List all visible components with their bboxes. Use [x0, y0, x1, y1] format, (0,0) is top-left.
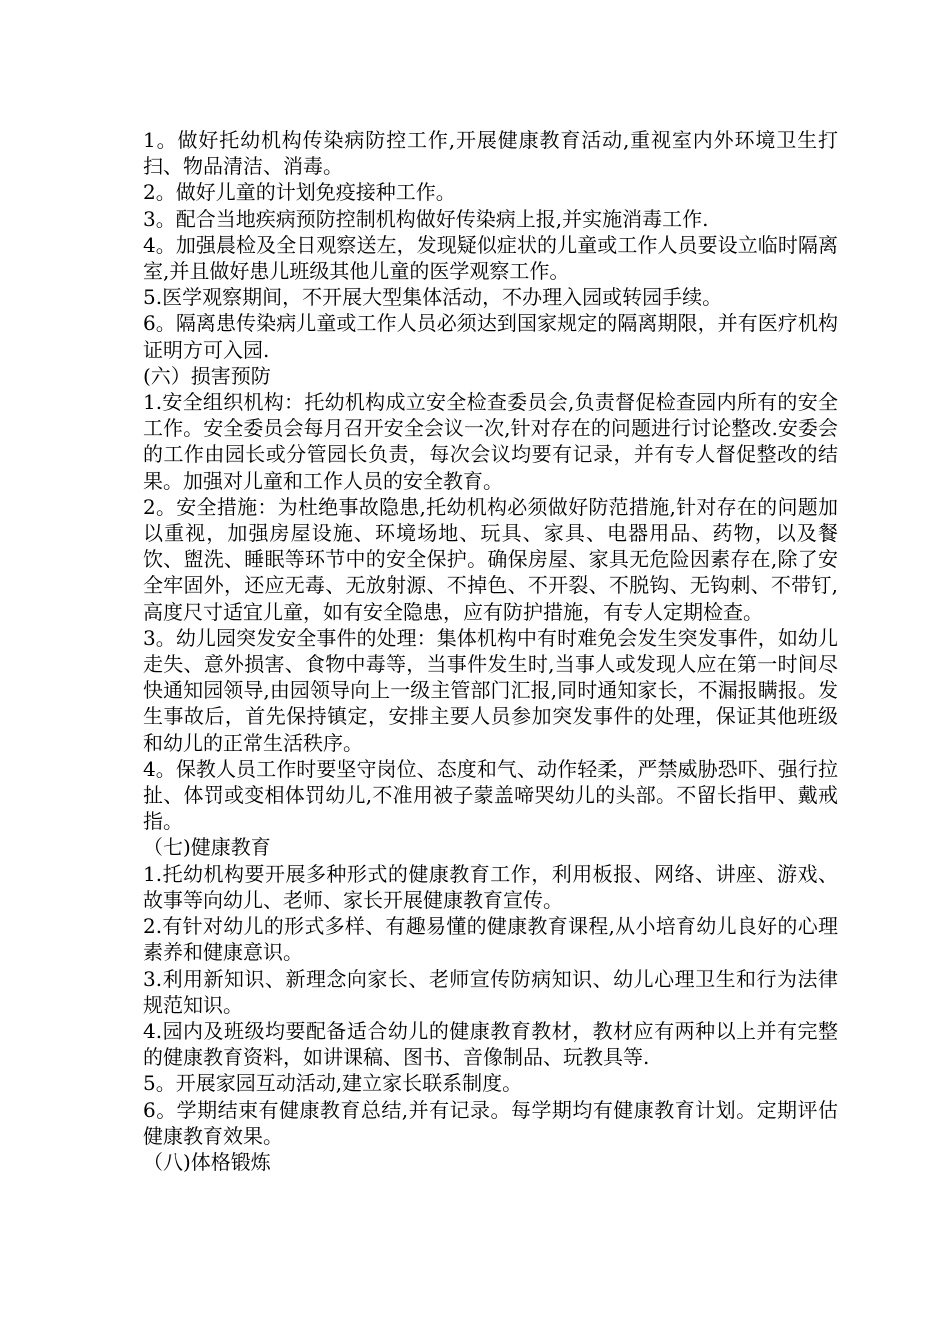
paragraph-16: 6。学期结束有健康教育总结,并有记录。每学期均有健康教育计划。定期评估健康教育效果。 [143, 1097, 838, 1148]
paragraph-1: 1。做好托幼机构传染病防控工作,开展健康教育活动,重视室内外环境卫生打扫、物品清洁、消毒。 [143, 128, 838, 179]
paragraph-4: 4。加强晨检及全日观察送左，发现疑似症状的儿童或工作人员要设立临时隔离室,并且做好患儿班级其他儿童的医学观察工作。 [143, 232, 838, 284]
paragraph-10: 4。保教人员工作时要坚守岗位、态度和气、动作轻柔，严禁威胁恐吓、强行拉扯、体罚或变相体罚幼儿,不准用被子蒙盖啼哭幼儿的头部。不留长指甲、戴戒指。 [143, 756, 838, 834]
paragraph-8: 2。安全措施：为杜绝事故隐患,托幼机构必须做好防范措施,针对存在的问题加以重视，加强房屋设施、环境场地、玩具、家具、电器用品、药物，以及餐饮、盥洗、睡眠等环节中的安全保护。确保房屋、家具无危险因素存在,除了安全牢固外，还应无毒、无放射源、不掉色、不开裂、不脱钩、无钩刺、不带钉,高度尺寸适宜儿童，如有安全隐患，应有防护措施，有专人定期检查。 [143, 494, 838, 624]
paragraph-14: 4.园内及班级均要配备适合幼儿的健康教育教材，教材应有两种以上并有完整的健康教育资料，如讲课稿、图书、音像制品、玩教具等. [143, 1018, 838, 1070]
paragraph-2: 2。做好儿童的计划免疫接种工作。 [143, 180, 456, 205]
paragraph-7: 1.安全组织机构：托幼机构成立安全检查委员会,负责督促检查园内所有的安全工作。安全委员会每月召开安全会议一次,针对存在的问题进行讨论整改.安委会的工作由园长或分管园长负责，每次会议均要有记录，并有专人督促整改的结果。加强对儿童和工作人员的安全教育。 [143, 390, 838, 493]
paragraph-9: 3。幼儿园突发安全事件的处理：集体机构中有时难免会发生突发事件，如幼儿走失、意外损害、食物中毒等，当事件发生时,当事人或发现人应在第一时间尽快通知园领导,由园领导向上一级主管部门汇报,同时通知家长，不漏报瞒报。发生事故后，首先保持镇定，安排主要人员参加突发事件的处理，保证其他班级和幼儿的正常生活秩序。 [143, 625, 838, 755]
section-heading-7: （七)健康教育 [143, 835, 271, 860]
paragraph-13: 3.利用新知识、新理念向家长、老师宣传防病知识、幼儿心理卫生和行为法律规范知识。 [143, 966, 838, 1017]
paragraph-12: 2.有针对幼儿的形式多样、有趣易懂的健康教育课程,从小培育幼儿良好的心理素养和健康意识。 [143, 914, 838, 965]
paragraph-6: 6。隔离患传染病儿童或工作人员必须达到国家规定的隔离期限，并有医疗机构证明方可入园. [143, 311, 838, 362]
paragraph-5: 5.医学观察期间，不开展大型集体活动，不办理入园或转园手续。 [143, 285, 723, 310]
paragraph-3: 3。配合当地疾病预防控制机构做好传染病上报,并实施消毒工作. [143, 206, 709, 231]
paragraph-11: 1.托幼机构要开展多种形式的健康教育工作，利用板报、网络、讲座、游戏、故事等向幼儿、老师、家长开展健康教育宣传。 [143, 861, 838, 912]
document-page [143, 127, 838, 1175]
paragraph-15: 5。开展家园互动活动,建立家长联系制度。 [143, 1071, 523, 1096]
section-heading-6: (六）损害预防 [143, 363, 271, 388]
section-heading-8: （八)体格锻炼 [143, 1149, 271, 1174]
